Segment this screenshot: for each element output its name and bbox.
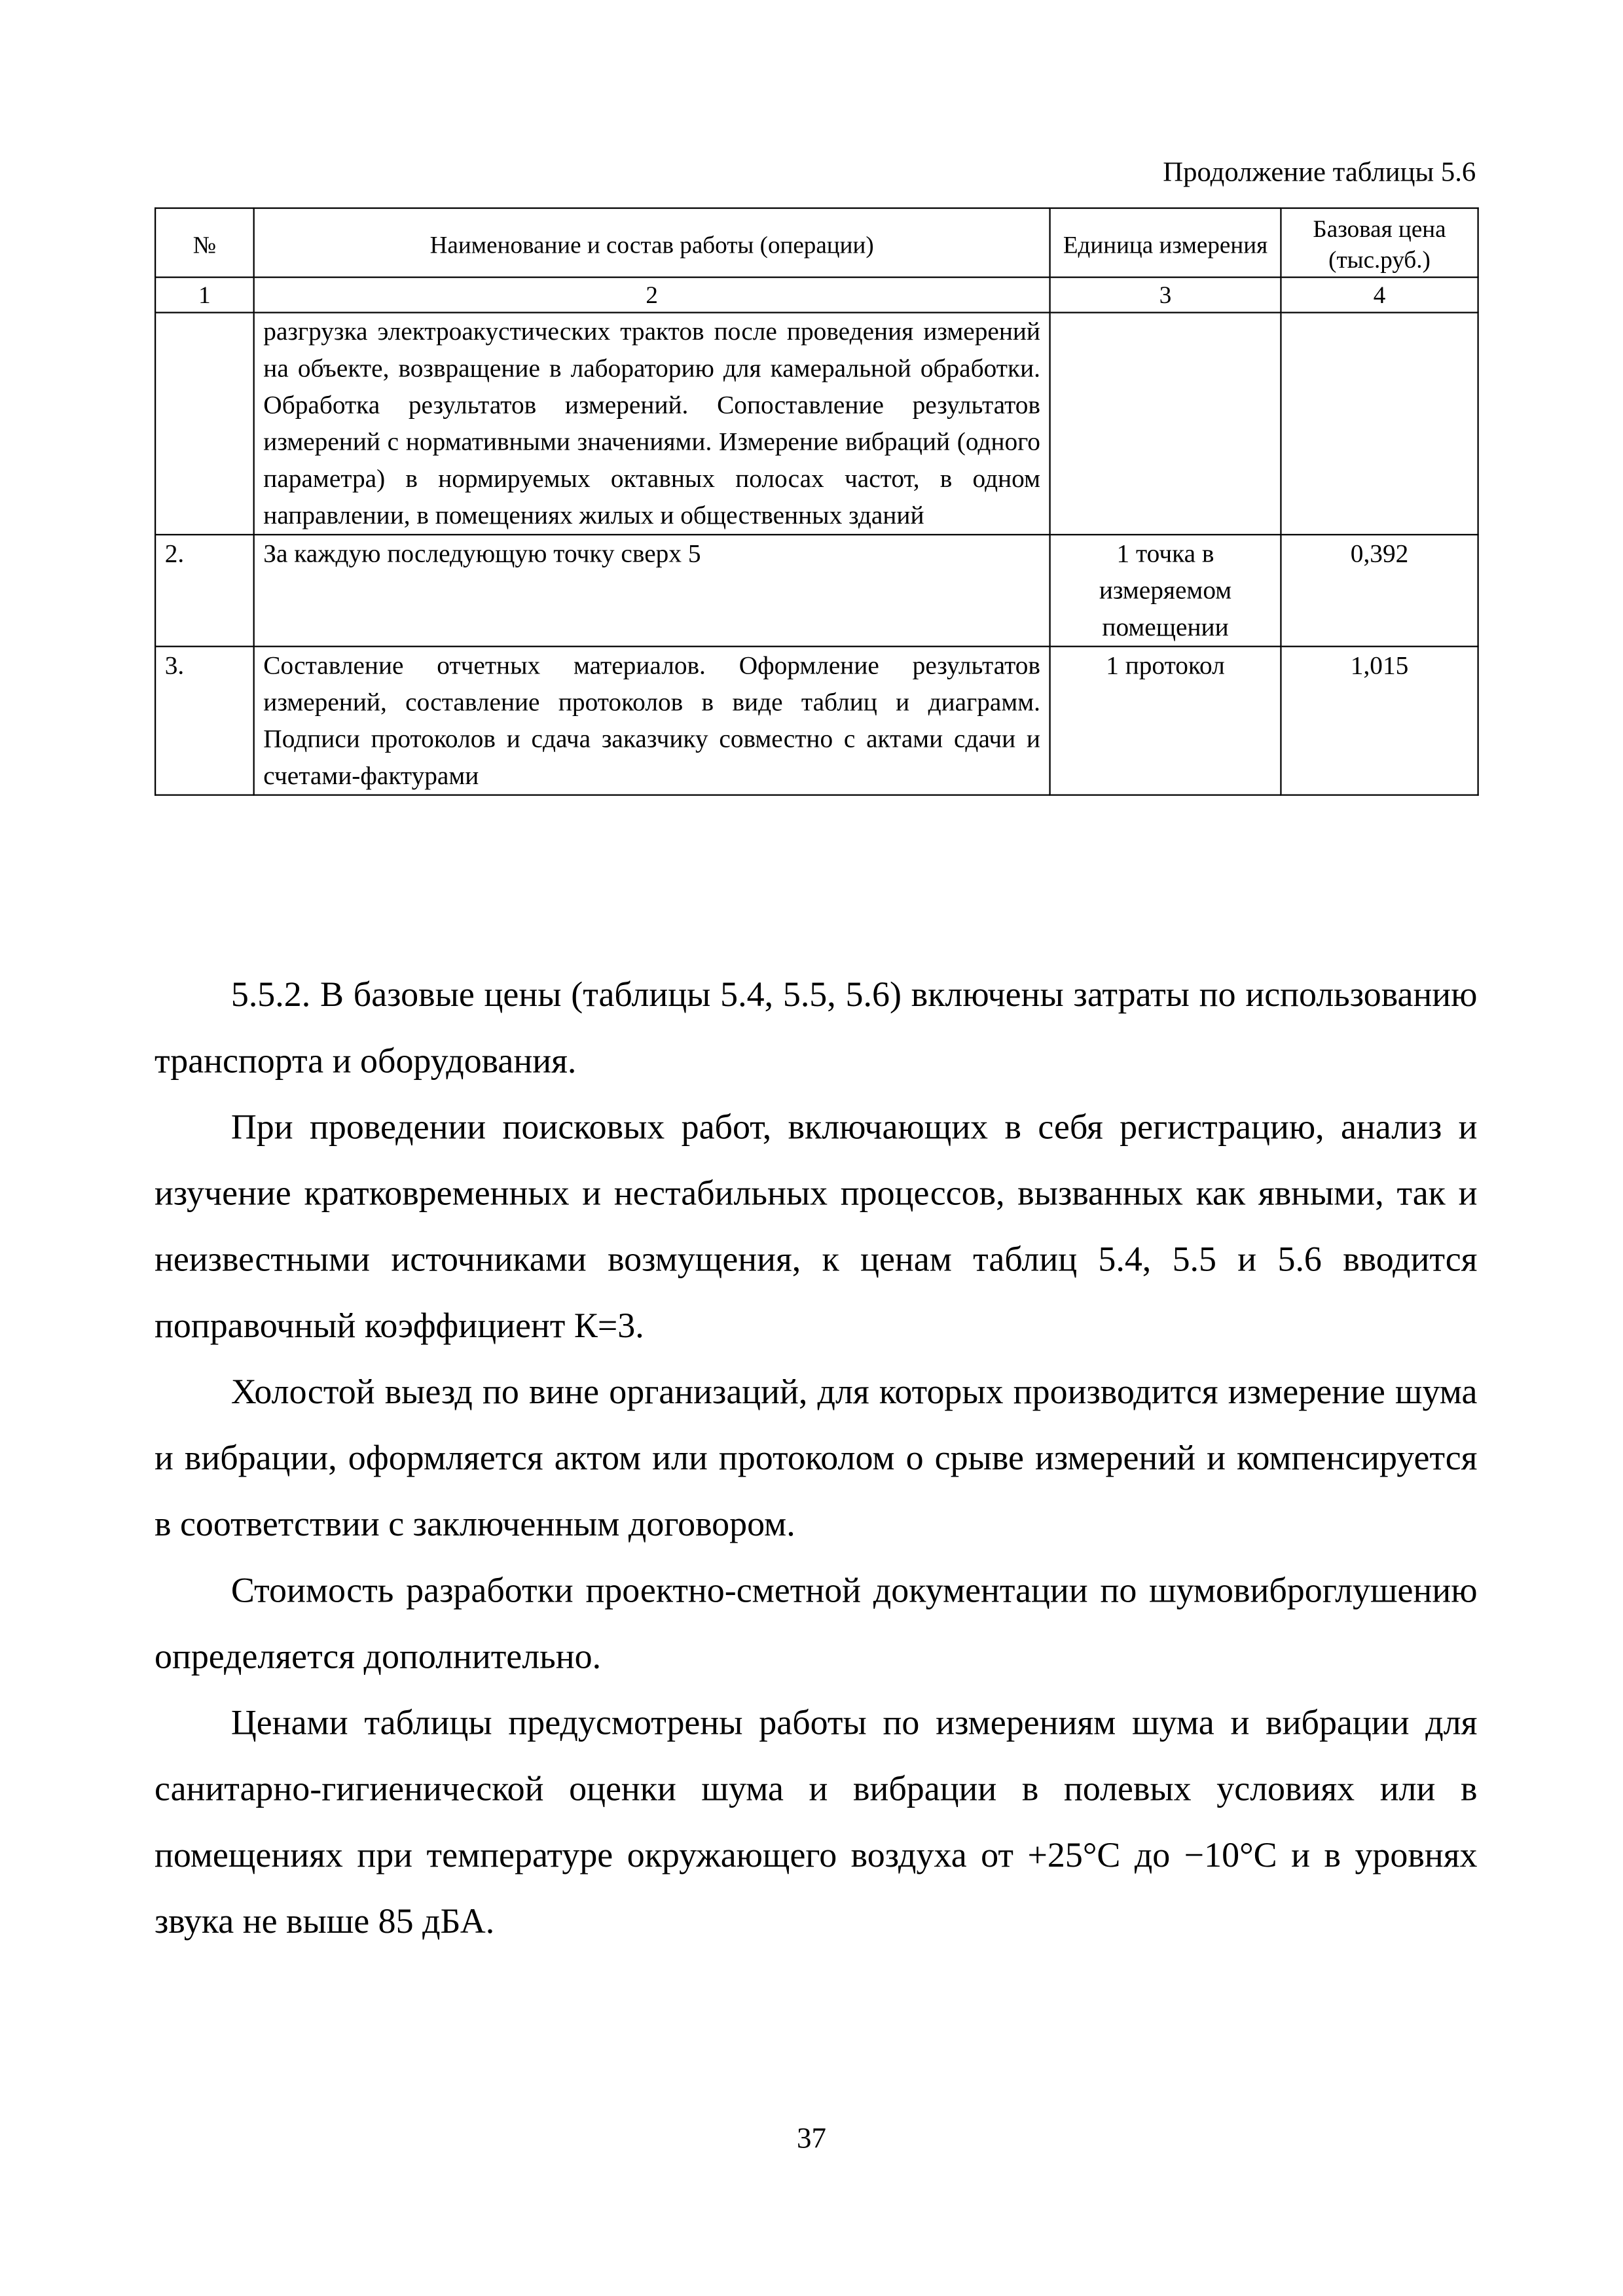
row-price — [1281, 313, 1478, 535]
table-caption: Продолжение таблицы 5.6 — [1163, 157, 1476, 188]
row-description: За каждую последующую точку сверх 5 — [254, 535, 1050, 647]
header-unit: Единица измерения — [1050, 208, 1281, 278]
table-row — [155, 313, 1478, 535]
paragraph: Холостой выезд по вине организаций, для которых производится измерение шума и вибрации, оформляется актом или протоколом о срыве измерений и компенсируется в соответствии с заключенным договором. — [154, 1373, 1478, 1545]
column-number: 3 — [1050, 278, 1281, 313]
table-row — [155, 535, 1478, 647]
table-header-row — [155, 208, 1478, 278]
row-number: 2. — [155, 535, 254, 647]
row-description: разгрузка электроакустических трактов после проведения измерений на объекте, возвращение в лабораторию для камеральной обработки. Обработка результатов измерений. Сопоставление результатов измерений с нормативными значениями. Измерение вибраций (одного параметра) в нормируемых октавных полосах частот, в одном направлении, в помещениях жилых и общественных зданий — [254, 313, 1050, 535]
row-price: 0,392 — [1281, 535, 1478, 647]
paragraph: Стоимость разработки проектно-сметной документации по шумовиброглушению определяется дополнительно. — [154, 1572, 1478, 1677]
row-description: Составление отчетных материалов. Оформление результатов измерений, составление протоколов в виде таблиц и диаграмм. Подписи протоколов и сдача заказчику совместно с актами сдачи и счетами-фактурами — [254, 647, 1050, 795]
row-unit: 1 протокол — [1050, 647, 1281, 795]
header-number: № — [155, 208, 254, 278]
row-price: 1,015 — [1281, 647, 1478, 795]
header-work-name: Наименование и состав работы (операции) — [254, 208, 1050, 278]
header-base-price: Базовая цена (тыс.руб.) — [1281, 208, 1478, 278]
row-unit: 1 точка в измеряемом помещении — [1050, 535, 1281, 647]
paragraph: Ценами таблицы предусмотрены работы по измерениям шума и вибрации для санитарно-гигиенической оценки шума и вибрации в полевых условиях или в помещениях при температуре окружающего воздуха от +25°С до −10°С и в уровнях звука не выше 85 дБА. — [154, 1704, 1478, 1942]
paragraph: 5.5.2. В базовые цены (таблицы 5.4, 5.5, 5.6) включены затраты по использованию транспорта и оборудования. — [154, 977, 1478, 1081]
column-number: 2 — [254, 278, 1050, 313]
row-unit — [1050, 313, 1281, 535]
column-number: 1 — [155, 278, 254, 313]
page-number: 37 — [797, 2122, 826, 2155]
price-table — [155, 207, 1479, 796]
row-number — [155, 313, 254, 535]
table-row — [155, 647, 1478, 795]
paragraph: При проведении поисковых работ, включающих в себя регистрацию, анализ и изучение кратковременных и нестабильных процессов, вызванных как явными, так и неизвестными источниками возмущения, к ценам таблиц 5.4, 5.5 и 5.6 вводится поправочный коэффициент К=3. — [154, 1109, 1478, 1346]
row-number: 3. — [155, 647, 254, 795]
column-number: 4 — [1281, 278, 1478, 313]
column-number-row — [155, 278, 1478, 313]
